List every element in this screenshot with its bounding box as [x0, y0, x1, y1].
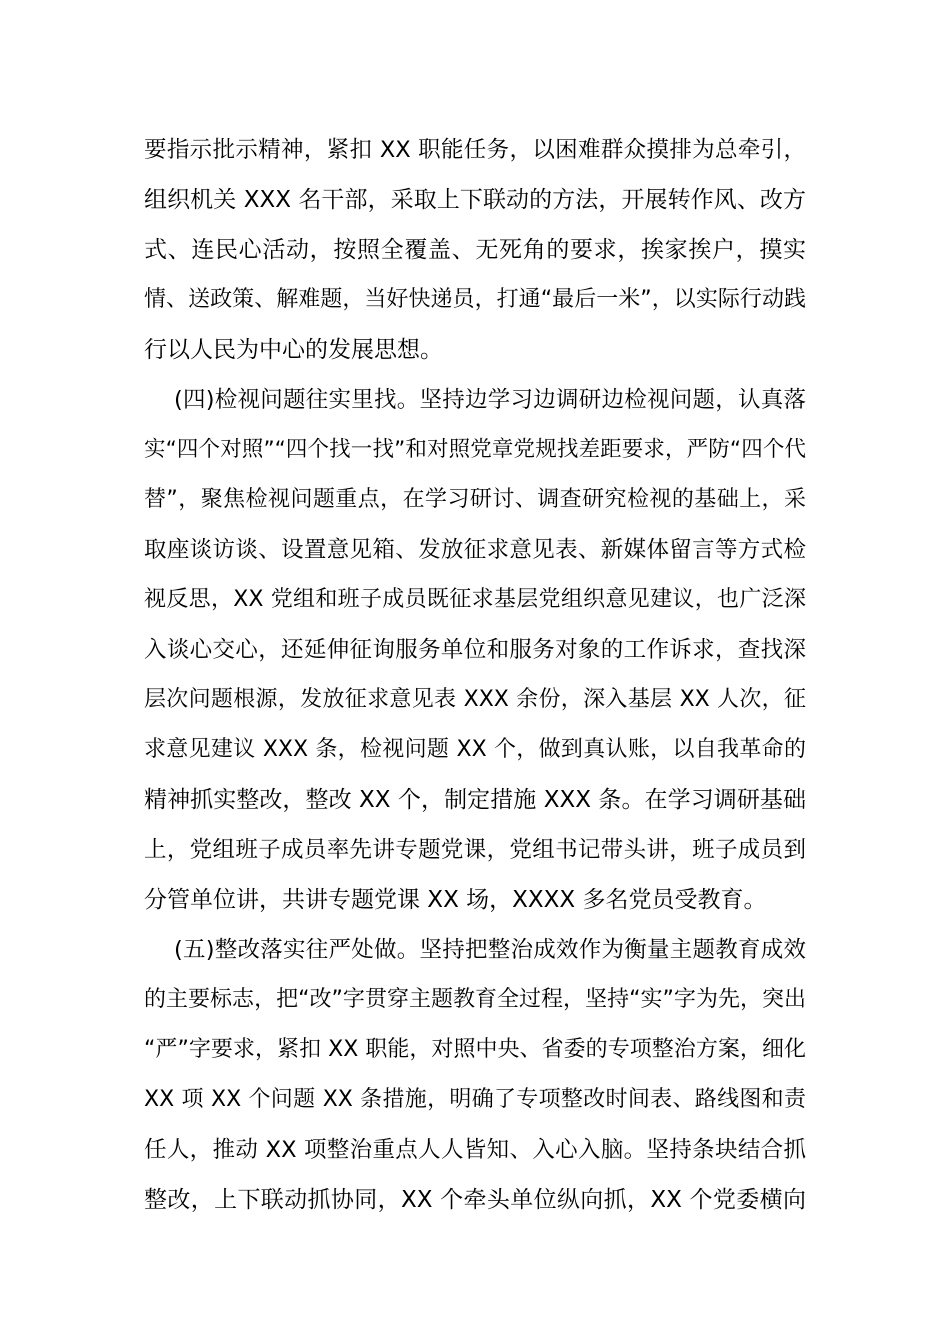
text-line: 精神抓实整改，整改 XX 个，制定措施 XXX 条。在学习调研基础	[144, 787, 806, 813]
text-line: 组织机关 XXX 名干部，采取上下联动的方法，开展转作风、改方	[144, 187, 806, 213]
section-heading-line: (四)检视问题往实里找。坚持边学习边调研边检视问题，认真落	[174, 387, 806, 413]
text-line: “严”字要求，紧扣 XX 职能，对照中央、省委的专项整治方案，细化	[144, 1037, 806, 1062]
text-line: XX 项 XX 个问题 XX 条措施，明确了专项整改时间表、路线图和责	[144, 1087, 806, 1112]
text-line: 的主要标志，把“改”字贯穿主题教育全过程，坚持“实”字为先，突出	[144, 987, 806, 1012]
text-line: 取座谈访谈、设置意见箱、发放征求意见表、新媒体留言等方式检	[144, 537, 806, 563]
text-line: 式、连民心活动，按照全覆盖、无死角的要求，挨家挨户，摸实	[144, 237, 806, 263]
section-heading-line: (五)整改落实往严处做。坚持把整治成效作为衡量主题教育成效	[174, 937, 806, 963]
text-line: 实“四个对照”“四个找一找”和对照党章党规找差距要求，严防“四个代	[144, 437, 806, 462]
text-line: 任人，推动 XX 项整治重点人人皆知、入心入脑。坚持条块结合抓	[144, 1137, 806, 1163]
text-line: 层次问题根源，发放征求意见表 XXX 余份，深入基层 XX 人次，征	[144, 687, 806, 712]
text-line: 视反思，XX 党组和班子成员既征求基层党组织意见建议，也广泛深	[144, 587, 806, 612]
text-line: 整改，上下联动抓协同，XX 个牵头单位纵向抓，XX 个党委横向	[144, 1187, 806, 1213]
text-line: 替”，聚焦检视问题重点，在学习研讨、调查研究检视的基础上，采	[144, 487, 806, 512]
text-line: 行以人民为中心的发展思想。	[144, 337, 443, 363]
text-line: 上，党组班子成员率先讲专题党课，党组书记带头讲，班子成员到	[144, 837, 806, 863]
text-line: 求意见建议 XXX 条，检视问题 XX 个，做到真认账，以自我革命的	[144, 737, 806, 762]
text-line: 情、送政策、解难题，当好快递员，打通“最后一米”，以实际行动践	[144, 287, 806, 312]
text-line: 入谈心交心，还延伸征询服务单位和服务对象的工作诉求，查找深	[144, 637, 806, 663]
text-line: 分管单位讲，共讲专题党课 XX 场，XXXX 多名党员受教育。	[144, 887, 767, 913]
text-line: 要指示批示精神，紧扣 XX 职能任务，以困难群众摸排为总牵引，	[144, 137, 806, 163]
